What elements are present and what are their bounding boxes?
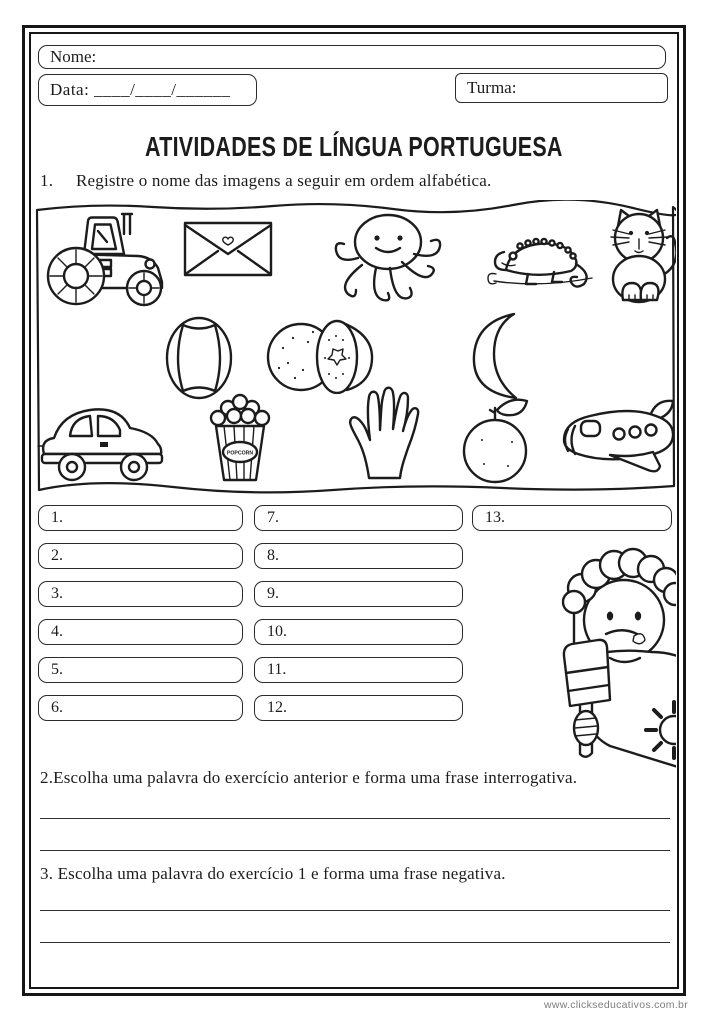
answer-box-13[interactable] [472, 505, 672, 531]
answer-box-8[interactable] [254, 543, 463, 569]
exercise1-text: Registre o nome das imagens a seguir em ordem alfabética. [76, 171, 492, 190]
name-label: Nome: [50, 47, 97, 66]
date-field[interactable] [38, 74, 257, 106]
answer-box-6[interactable] [38, 695, 243, 721]
answer-box-4[interactable] [38, 619, 243, 645]
name-field[interactable] [38, 45, 666, 69]
chameleon-image [480, 226, 598, 298]
orange-image [452, 394, 538, 484]
popcorn-label: POPCORN [226, 450, 254, 457]
answer-box-2[interactable] [38, 543, 243, 569]
answer-number: 2. [51, 547, 63, 564]
envelope-image [182, 220, 274, 278]
car-image [34, 396, 170, 482]
answer-number: 3. [51, 585, 63, 602]
cat-image [599, 206, 676, 304]
answer-number: 7. [267, 509, 279, 526]
page-title: ATIVIDADES DE LÍNGUA PORTUGUESA [145, 131, 563, 163]
worksheet-content [32, 35, 676, 986]
kiwi-image [263, 318, 375, 394]
answer-number: 1. [51, 509, 63, 526]
website-credit: www.clickseducativos.com.br [543, 999, 688, 1011]
answer-line[interactable] [40, 850, 670, 851]
hand-image [337, 384, 433, 482]
answer-box-7[interactable] [254, 505, 463, 531]
answer-line[interactable] [40, 910, 670, 911]
exercise3-instruction: 3. Escolha uma palavra do exercício 1 e forma uma frase negativa. [40, 864, 506, 883]
answer-number: 10. [267, 623, 287, 640]
kid-with-popsicle-image [520, 532, 676, 778]
exercise2-instruction: 2.Escolha uma palavra do exercício anterior e forma uma frase interrogativa. [40, 768, 578, 787]
answer-number: 13. [485, 509, 505, 526]
answer-box-12[interactable] [254, 695, 463, 721]
class-label: Turma: [467, 78, 517, 97]
date-label: Data: ____/____/______ [50, 80, 231, 99]
answer-number: 8. [267, 547, 279, 564]
answer-line[interactable] [40, 942, 670, 943]
answer-box-10[interactable] [254, 619, 463, 645]
answer-box-5[interactable] [38, 657, 243, 683]
answer-box-9[interactable] [254, 581, 463, 607]
tractor-image [40, 210, 172, 308]
popcorn-image [204, 388, 276, 486]
answer-number: 5. [51, 661, 63, 678]
octopus-image [320, 210, 458, 308]
answer-number: 9. [267, 585, 279, 602]
answer-box-11[interactable] [254, 657, 463, 683]
answer-number: 6. [51, 699, 63, 716]
answer-number: 12. [267, 699, 287, 716]
answer-number: 11. [267, 661, 287, 678]
class-field[interactable] [455, 73, 668, 103]
answer-box-1[interactable] [38, 505, 243, 531]
airplane-image [552, 394, 676, 480]
moon-image [452, 308, 540, 404]
title-wrap [32, 133, 676, 162]
exercise1-instruction [40, 171, 670, 191]
answer-line[interactable] [40, 818, 670, 819]
answer-number: 4. [51, 623, 63, 640]
images-box [33, 200, 676, 496]
exercise1-number: 1. [40, 171, 54, 190]
answer-box-3[interactable] [38, 581, 243, 607]
